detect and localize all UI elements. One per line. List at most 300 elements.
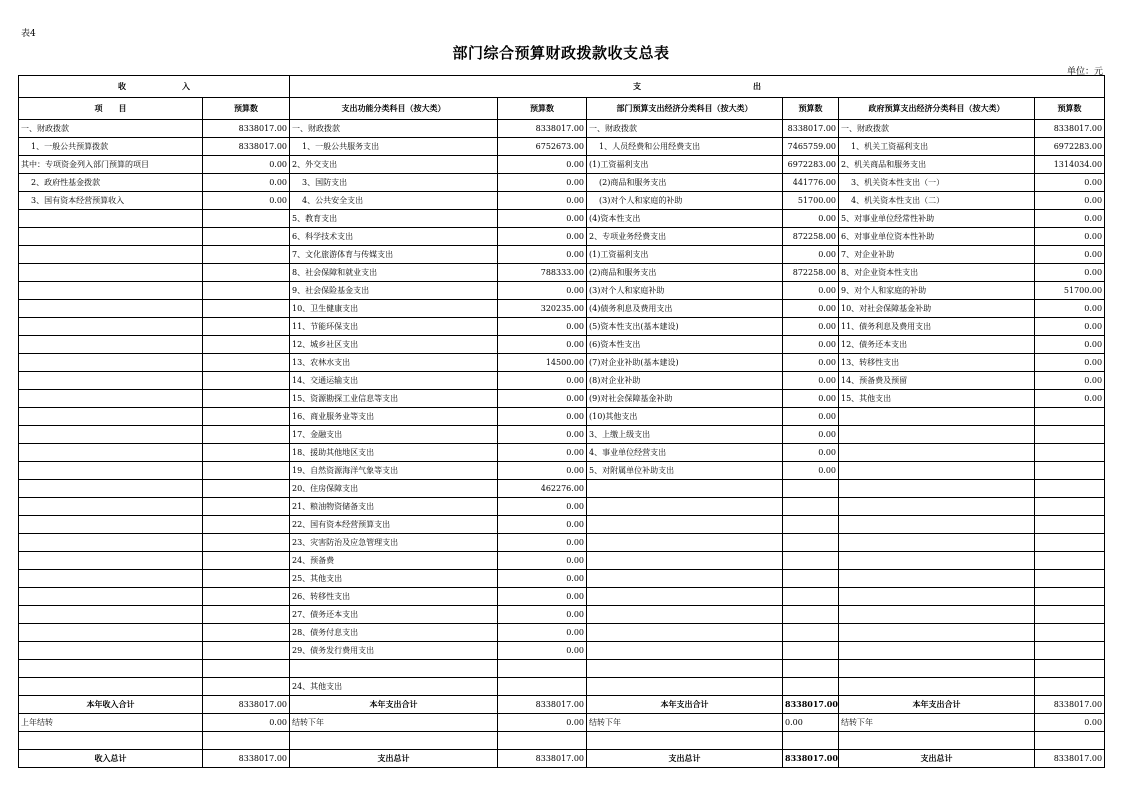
dept-econ-amount-cell: 0.00	[783, 444, 839, 462]
income-item-cell	[19, 624, 203, 642]
expense-group-header: 支 出	[290, 76, 1105, 98]
income-amount-cell	[203, 624, 290, 642]
function-item-cell: 24、其他支出	[290, 678, 498, 696]
table-row	[19, 408, 1105, 426]
gov-econ-item-cell: 7、对企业补助	[839, 246, 1035, 264]
function-amount-cell: 788333.00	[498, 264, 587, 282]
dept-econ-item-cell: (8)对企业补助	[587, 372, 783, 390]
function-amount-cell: 0.00	[498, 210, 587, 228]
income-amount-cell	[203, 480, 290, 498]
dept-econ-amount-cell	[783, 570, 839, 588]
income-item-cell	[19, 372, 203, 390]
income-amount-cell	[203, 318, 290, 336]
gov-econ-item-cell: 12、债务还本支出	[839, 336, 1035, 354]
dept-econ-amount-cell: 0.00	[783, 300, 839, 318]
income-item-cell	[19, 552, 203, 570]
function-item-cell: 15、资源勘探工业信息等支出	[290, 390, 498, 408]
income-item-cell: 2、政府性基金拨款	[19, 174, 203, 192]
function-item-cell: 13、农林水支出	[290, 354, 498, 372]
income-amount-cell	[203, 264, 290, 282]
function-item-cell: 支出总计	[290, 750, 498, 768]
gov-econ-item-cell	[839, 498, 1035, 516]
function-amount-cell: 0.00	[498, 228, 587, 246]
function-amount-cell: 0.00	[498, 588, 587, 606]
function-item-cell: 24、预备费	[290, 552, 498, 570]
gov-econ-item-cell: 3、机关资本性支出（一）	[839, 174, 1035, 192]
gov-econ-item-cell: 4、机关资本性支出（二）	[839, 192, 1035, 210]
dept-econ-item-cell: (2)商品和服务支出	[587, 264, 783, 282]
table-row	[19, 336, 1105, 354]
income-item-cell	[19, 606, 203, 624]
dept-econ-amount-cell: 8338017.00	[783, 750, 839, 768]
dept-econ-amount-cell: 0.00	[783, 714, 839, 732]
dept-econ-item-cell: (1)工资福利支出	[587, 246, 783, 264]
function-amount-cell: 0.00	[498, 246, 587, 264]
income-item-cell	[19, 210, 203, 228]
gov-econ-amount-cell	[1035, 606, 1105, 624]
function-item-cell: 28、债务付息支出	[290, 624, 498, 642]
income-amount-cell	[203, 462, 290, 480]
dept-econ-amount-cell: 0.00	[783, 318, 839, 336]
income-amount-cell	[203, 282, 290, 300]
income-amount-cell: 0.00	[203, 156, 290, 174]
function-amount-cell: 0.00	[498, 498, 587, 516]
gov-econ-item-cell	[839, 534, 1035, 552]
function-amount-cell: 0.00	[498, 408, 587, 426]
income-amount-cell	[203, 534, 290, 552]
gov-econ-amount-cell	[1035, 516, 1105, 534]
gov-econ-item-cell	[839, 570, 1035, 588]
dept-econ-amount-cell	[783, 678, 839, 696]
gov-econ-item-cell: 10、对社会保障基金补助	[839, 300, 1035, 318]
gov-econ-amount-cell: 0.00	[1035, 336, 1105, 354]
gov-econ-item-cell: 5、对事业单位经常性补助	[839, 210, 1035, 228]
function-amount-cell	[498, 660, 587, 678]
gov-econ-amount-cell: 0.00	[1035, 354, 1105, 372]
gov-econ-amount-cell	[1035, 660, 1105, 678]
gov-econ-item-cell: 一、财政拨款	[839, 120, 1035, 138]
dept-econ-amount-cell	[783, 534, 839, 552]
function-item-cell: 14、交通运输支出	[290, 372, 498, 390]
gov-econ-amount-cell: 0.00	[1035, 174, 1105, 192]
income-amount-cell	[203, 300, 290, 318]
income-item-cell	[19, 300, 203, 318]
dept-econ-amount-cell: 872258.00	[783, 264, 839, 282]
gov-econ-item-cell	[839, 480, 1035, 498]
table-row	[19, 480, 1105, 498]
gov-econ-item-cell: 支出总计	[839, 750, 1035, 768]
empty-cell	[290, 732, 498, 750]
income-group-header: 收 入	[19, 76, 290, 98]
income-item-cell	[19, 282, 203, 300]
income-amount-cell: 0.00	[203, 192, 290, 210]
income-amount-cell: 8338017.00	[203, 138, 290, 156]
gov-econ-amount-cell	[1035, 678, 1105, 696]
gov-econ-item-cell: 2、机关商品和服务支出	[839, 156, 1035, 174]
table-row	[19, 138, 1105, 156]
gov-econ-item-cell	[839, 408, 1035, 426]
col-dept-econ-amount: 预算数	[783, 98, 839, 120]
function-amount-cell: 0.00	[498, 516, 587, 534]
income-amount-cell	[203, 606, 290, 624]
gov-econ-item-cell	[839, 660, 1035, 678]
function-item-cell: 16、商业服务业等支出	[290, 408, 498, 426]
dept-econ-item-cell: (3)对个人和家庭补助	[587, 282, 783, 300]
dept-econ-amount-cell: 8338017.00	[783, 120, 839, 138]
page-title: 部门综合预算财政拨款收支总表	[452, 44, 670, 62]
gov-econ-amount-cell: 0.00	[1035, 318, 1105, 336]
function-amount-cell: 0.00	[498, 372, 587, 390]
gov-econ-amount-cell	[1035, 426, 1105, 444]
table-row	[19, 534, 1105, 552]
dept-econ-amount-cell: 872258.00	[783, 228, 839, 246]
income-item-cell: 一、财政拨款	[19, 120, 203, 138]
function-item-cell: 21、粮油物资储备支出	[290, 498, 498, 516]
gov-econ-item-cell: 14、预备费及预留	[839, 372, 1035, 390]
gov-econ-item-cell: 6、对事业单位资本性补助	[839, 228, 1035, 246]
gov-econ-amount-cell	[1035, 570, 1105, 588]
dept-econ-item-cell: 2、专项业务经费支出	[587, 228, 783, 246]
income-item-cell	[19, 336, 203, 354]
function-item-cell: 25、其他支出	[290, 570, 498, 588]
gov-econ-amount-cell: 1314034.00	[1035, 156, 1105, 174]
gov-econ-item-cell: 9、对个人和家庭的补助	[839, 282, 1035, 300]
dept-econ-item-cell	[587, 516, 783, 534]
gov-econ-amount-cell: 6972283.00	[1035, 138, 1105, 156]
table-body	[19, 76, 1105, 768]
function-item-cell	[290, 660, 498, 678]
income-item-cell: 上年结转	[19, 714, 203, 732]
dept-econ-amount-cell: 51700.00	[783, 192, 839, 210]
table-row	[19, 642, 1105, 660]
income-amount-cell	[203, 588, 290, 606]
dept-econ-item-cell: (9)对社会保障基金补助	[587, 390, 783, 408]
function-amount-cell: 462276.00	[498, 480, 587, 498]
income-item-cell: 3、国有资本经营预算收入	[19, 192, 203, 210]
dept-econ-amount-cell	[783, 624, 839, 642]
income-amount-cell	[203, 552, 290, 570]
table-row	[19, 660, 1105, 678]
empty-cell	[783, 732, 839, 750]
income-item-cell	[19, 534, 203, 552]
gov-econ-item-cell	[839, 426, 1035, 444]
gov-econ-amount-cell: 0.00	[1035, 390, 1105, 408]
income-amount-cell	[203, 408, 290, 426]
gov-econ-item-cell	[839, 606, 1035, 624]
col-function-amount: 预算数	[498, 98, 587, 120]
function-item-cell: 10、卫生健康支出	[290, 300, 498, 318]
gov-econ-item-cell: 结转下年	[839, 714, 1035, 732]
dept-econ-item-cell: 结转下年	[587, 714, 783, 732]
income-amount-cell	[203, 228, 290, 246]
dept-econ-amount-cell	[783, 588, 839, 606]
function-item-cell: 结转下年	[290, 714, 498, 732]
empty-cell	[498, 732, 587, 750]
function-item-cell: 5、教育支出	[290, 210, 498, 228]
dept-econ-amount-cell	[783, 480, 839, 498]
table-row	[19, 354, 1105, 372]
table-row	[19, 570, 1105, 588]
income-item-cell	[19, 246, 203, 264]
income-item-cell: 收入总计	[19, 750, 203, 768]
gov-econ-item-cell	[839, 624, 1035, 642]
income-item-cell	[19, 462, 203, 480]
gov-econ-amount-cell	[1035, 480, 1105, 498]
function-amount-cell: 320235.00	[498, 300, 587, 318]
income-item-cell	[19, 570, 203, 588]
income-item-cell	[19, 426, 203, 444]
dept-econ-amount-cell: 7465759.00	[783, 138, 839, 156]
function-item-cell: 17、金融支出	[290, 426, 498, 444]
income-item-cell	[19, 228, 203, 246]
function-item-cell: 12、城乡社区支出	[290, 336, 498, 354]
income-amount-cell: 0.00	[203, 714, 290, 732]
income-item-cell	[19, 318, 203, 336]
income-item-cell	[19, 480, 203, 498]
dept-econ-amount-cell: 0.00	[783, 426, 839, 444]
gov-econ-amount-cell: 0.00	[1035, 714, 1105, 732]
dept-econ-amount-cell: 0.00	[783, 372, 839, 390]
gov-econ-amount-cell	[1035, 624, 1105, 642]
income-item-cell	[19, 678, 203, 696]
function-amount-cell: 0.00	[498, 642, 587, 660]
gov-econ-amount-cell: 0.00	[1035, 300, 1105, 318]
function-amount-cell: 0.00	[498, 174, 587, 192]
dept-econ-amount-cell: 0.00	[783, 408, 839, 426]
dept-econ-item-cell: (1)工资福利支出	[587, 156, 783, 174]
empty-cell	[1035, 732, 1105, 750]
function-item-cell: 20、住房保障支出	[290, 480, 498, 498]
function-amount-cell: 14500.00	[498, 354, 587, 372]
income-item-cell: 其中：专项资金列入部门预算的项目	[19, 156, 203, 174]
budget-summary-table	[18, 75, 1105, 768]
function-amount-cell: 8338017.00	[498, 750, 587, 768]
income-item-cell	[19, 444, 203, 462]
gov-econ-amount-cell	[1035, 408, 1105, 426]
function-item-cell: 11、节能环保支出	[290, 318, 498, 336]
col-income-item: 项 目	[19, 98, 203, 120]
gov-econ-item-cell	[839, 462, 1035, 480]
gov-econ-item-cell: 13、转移性支出	[839, 354, 1035, 372]
function-amount-cell: 0.00	[498, 192, 587, 210]
income-amount-cell: 8338017.00	[203, 696, 290, 714]
income-amount-cell	[203, 678, 290, 696]
function-amount-cell: 0.00	[498, 552, 587, 570]
dept-econ-item-cell	[587, 552, 783, 570]
function-amount-cell: 0.00	[498, 462, 587, 480]
dept-econ-amount-cell	[783, 552, 839, 570]
income-item-cell: 本年收入合计	[19, 696, 203, 714]
dept-econ-amount-cell: 0.00	[783, 210, 839, 228]
dept-econ-item-cell	[587, 570, 783, 588]
function-amount-cell: 0.00	[498, 534, 587, 552]
income-item-cell	[19, 498, 203, 516]
gov-econ-amount-cell	[1035, 462, 1105, 480]
function-amount-cell: 8338017.00	[498, 696, 587, 714]
gov-econ-item-cell	[839, 678, 1035, 696]
table-number: 表4	[21, 29, 36, 39]
table-row	[19, 624, 1105, 642]
gov-econ-item-cell	[839, 588, 1035, 606]
gov-econ-item-cell: 11、债务利息及费用支出	[839, 318, 1035, 336]
dept-econ-amount-cell: 8338017.00	[783, 696, 839, 714]
income-amount-cell: 0.00	[203, 174, 290, 192]
dept-econ-item-cell: (3)对个人和家庭的补助	[587, 192, 783, 210]
table-row	[19, 390, 1105, 408]
income-item-cell	[19, 390, 203, 408]
gov-econ-amount-cell: 8338017.00	[1035, 750, 1105, 768]
gov-econ-amount-cell	[1035, 588, 1105, 606]
gov-econ-item-cell: 8、对企业资本性支出	[839, 264, 1035, 282]
function-item-cell: 19、自然资源海洋气象等支出	[290, 462, 498, 480]
function-amount-cell: 0.00	[498, 624, 587, 642]
table-row	[19, 192, 1105, 210]
gov-econ-item-cell	[839, 444, 1035, 462]
income-amount-cell	[203, 354, 290, 372]
dept-econ-item-cell	[587, 606, 783, 624]
income-amount-cell	[203, 444, 290, 462]
table-row	[19, 516, 1105, 534]
dept-econ-item-cell	[587, 660, 783, 678]
function-item-cell: 一、财政拨款	[290, 120, 498, 138]
dept-econ-item-cell	[587, 678, 783, 696]
dept-econ-item-cell: (5)资本性支出(基本建设)	[587, 318, 783, 336]
gov-econ-amount-cell: 8338017.00	[1035, 120, 1105, 138]
gov-econ-item-cell	[839, 642, 1035, 660]
dept-econ-item-cell: 5、对附属单位补助支出	[587, 462, 783, 480]
function-amount-cell: 0.00	[498, 156, 587, 174]
gov-econ-item-cell	[839, 516, 1035, 534]
income-item-cell	[19, 264, 203, 282]
table-row	[19, 318, 1105, 336]
table-row	[19, 156, 1105, 174]
table-row	[19, 444, 1105, 462]
col-function-item: 支出功能分类科目（按大类）	[290, 98, 498, 120]
function-item-cell: 23、灾害防治及应急管理支出	[290, 534, 498, 552]
gov-econ-amount-cell	[1035, 498, 1105, 516]
dept-econ-item-cell: 4、事业单位经营支出	[587, 444, 783, 462]
gov-econ-amount-cell: 0.00	[1035, 228, 1105, 246]
gov-econ-item-cell: 本年支出合计	[839, 696, 1035, 714]
gov-econ-amount-cell: 51700.00	[1035, 282, 1105, 300]
dept-econ-amount-cell	[783, 660, 839, 678]
function-item-cell: 6、科学技术支出	[290, 228, 498, 246]
income-amount-cell	[203, 372, 290, 390]
income-amount-cell	[203, 660, 290, 678]
dept-econ-item-cell	[587, 624, 783, 642]
table-row	[19, 264, 1105, 282]
table-row	[19, 606, 1105, 624]
gov-econ-amount-cell	[1035, 444, 1105, 462]
income-item-cell	[19, 516, 203, 534]
gov-econ-amount-cell	[1035, 642, 1105, 660]
grand-total-row	[19, 750, 1105, 768]
dept-econ-amount-cell	[783, 516, 839, 534]
income-amount-cell	[203, 516, 290, 534]
income-amount-cell	[203, 642, 290, 660]
dept-econ-item-cell: (6)资本性支出	[587, 336, 783, 354]
col-gov-econ-amount: 预算数	[1035, 98, 1105, 120]
function-item-cell: 3、国防支出	[290, 174, 498, 192]
function-item-cell: 18、援助其他地区支出	[290, 444, 498, 462]
dept-econ-item-cell	[587, 588, 783, 606]
function-amount-cell: 0.00	[498, 318, 587, 336]
function-amount-cell: 0.00	[498, 606, 587, 624]
income-amount-cell	[203, 336, 290, 354]
year-total-row	[19, 696, 1105, 714]
dept-econ-item-cell	[587, 498, 783, 516]
col-income-amount: 预算数	[203, 98, 290, 120]
function-amount-cell: 0.00	[498, 282, 587, 300]
dept-econ-item-cell: 支出总计	[587, 750, 783, 768]
dept-econ-item-cell: (4)债务利息及费用支出	[587, 300, 783, 318]
dept-econ-item-cell: 3、上缴上级支出	[587, 426, 783, 444]
table-row	[19, 678, 1105, 696]
empty-cell	[19, 732, 203, 750]
dept-econ-amount-cell: 0.00	[783, 354, 839, 372]
table-row	[19, 498, 1105, 516]
dept-econ-item-cell	[587, 642, 783, 660]
table-row	[19, 588, 1105, 606]
unit-label: 单位：元	[1066, 67, 1103, 77]
function-item-cell: 1、一般公共服务支出	[290, 138, 498, 156]
function-item-cell: 本年支出合计	[290, 696, 498, 714]
table-row	[19, 300, 1105, 318]
function-amount-cell: 0.00	[498, 714, 587, 732]
table-row	[19, 282, 1105, 300]
col-dept-econ-item: 部门预算支出经济分类科目（按大类）	[587, 98, 783, 120]
spacer-row	[19, 732, 1105, 750]
table-row	[19, 246, 1105, 264]
function-item-cell: 2、外交支出	[290, 156, 498, 174]
function-amount-cell: 0.00	[498, 444, 587, 462]
dept-econ-item-cell: 本年支出合计	[587, 696, 783, 714]
dept-econ-amount-cell: 0.00	[783, 246, 839, 264]
dept-econ-item-cell: (2)商品和服务支出	[587, 174, 783, 192]
dept-econ-item-cell: (4)资本性支出	[587, 210, 783, 228]
function-item-cell: 7、文化旅游体育与传媒支出	[290, 246, 498, 264]
function-item-cell: 27、债务还本支出	[290, 606, 498, 624]
dept-econ-item-cell	[587, 534, 783, 552]
function-amount-cell	[498, 678, 587, 696]
income-amount-cell: 8338017.00	[203, 120, 290, 138]
function-amount-cell: 6752673.00	[498, 138, 587, 156]
gov-econ-item-cell: 1、机关工资福利支出	[839, 138, 1035, 156]
table-row	[19, 120, 1105, 138]
income-item-cell	[19, 354, 203, 372]
table-row	[19, 210, 1105, 228]
income-amount-cell	[203, 570, 290, 588]
income-item-cell: 1、一般公共预算拨款	[19, 138, 203, 156]
dept-econ-amount-cell: 0.00	[783, 336, 839, 354]
income-amount-cell	[203, 390, 290, 408]
function-item-cell: 9、社会保险基金支出	[290, 282, 498, 300]
gov-econ-amount-cell: 0.00	[1035, 192, 1105, 210]
function-amount-cell: 0.00	[498, 336, 587, 354]
function-item-cell: 4、公共安全支出	[290, 192, 498, 210]
income-item-cell	[19, 588, 203, 606]
table-row	[19, 426, 1105, 444]
gov-econ-amount-cell: 0.00	[1035, 210, 1105, 228]
carry-over-row	[19, 714, 1105, 732]
function-amount-cell: 0.00	[498, 426, 587, 444]
dept-econ-item-cell: (10)其他支出	[587, 408, 783, 426]
dept-econ-item-cell: (7)对企业补助(基本建设)	[587, 354, 783, 372]
dept-econ-amount-cell	[783, 606, 839, 624]
income-item-cell	[19, 408, 203, 426]
table-row	[19, 462, 1105, 480]
dept-econ-amount-cell	[783, 642, 839, 660]
